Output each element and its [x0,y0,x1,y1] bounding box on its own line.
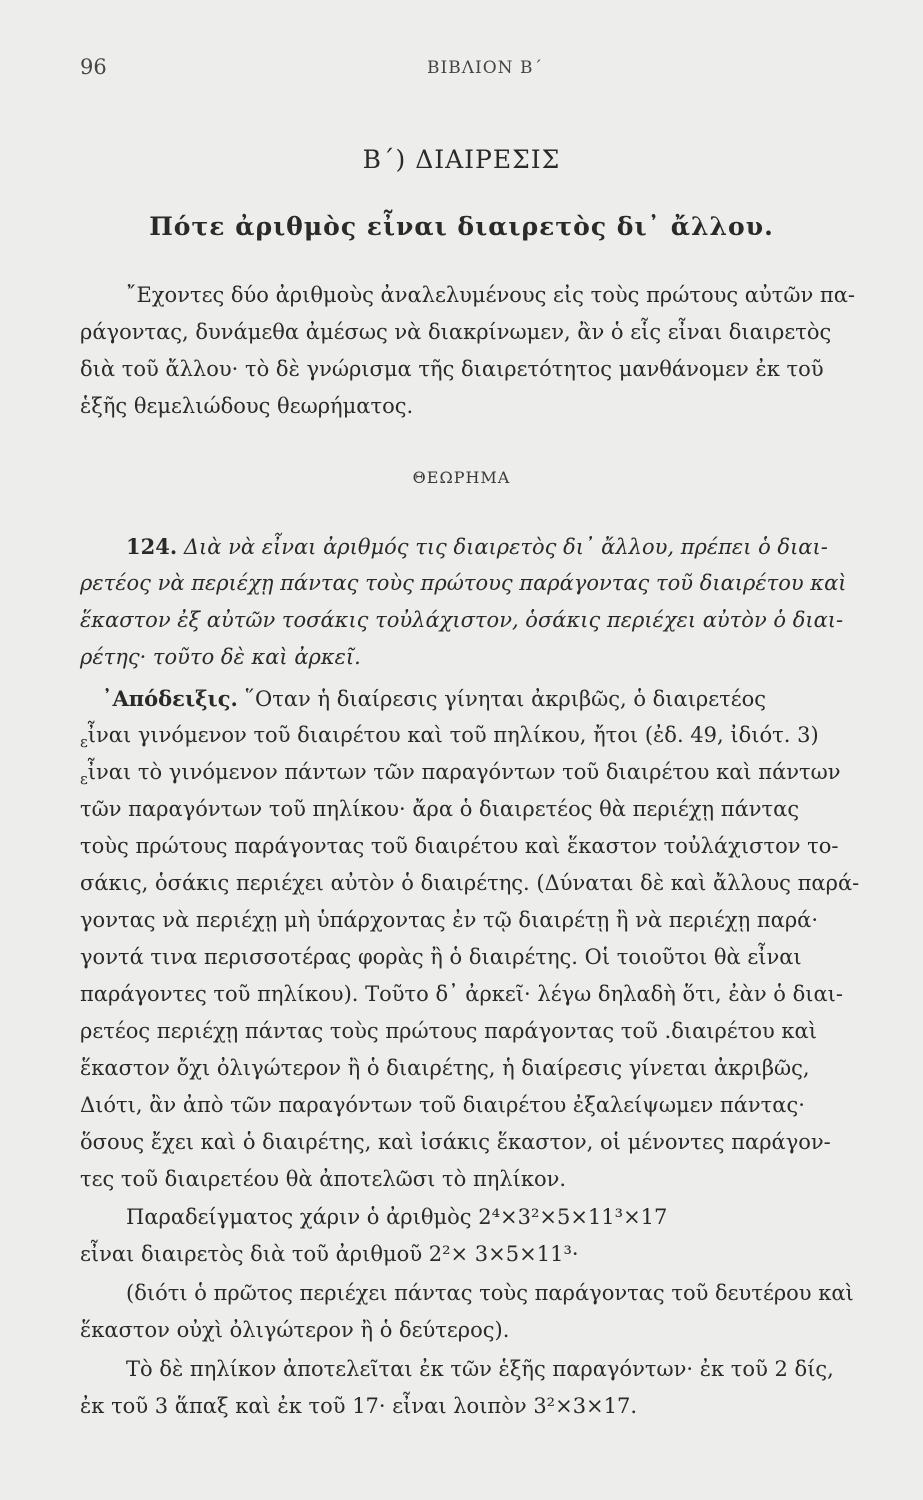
text-line: ἐκ τοῦ 3 ἅπαξ καὶ ἐκ τοῦ 17· εἶναι λοιπὸν 3²×3×17. [80,1394,638,1418]
text-line: παράγοντες τοῦ πηλίκου). Τοῦτο δ᾿ ἀρκεῖ· λέγω δηλαδὴ ὅτι, ἐὰν ὁ διαι- [80,982,843,1006]
text-line: (διότι ὁ πρῶτος περιέχει πάντας τοὺς παράγοντας τοῦ δευτέρου καὶ [126,1281,854,1305]
section-subtitle: Πότε ἀριθμὸς εἶναι διαιρετὸς δι᾿ ἄλλου. [149,212,774,241]
text-line: γοντά τινα περισσοτέρας φορὰς ἢ ὁ διαιρέτης. Οἱ τοιοῦτοι θὰ εἶναι [80,945,802,969]
text-line: Παραδείγματος χάριν ὁ ἀριθμὸς 2⁴×3²×5×11³×17 [126,1205,668,1229]
theorem-text: Διὰ νὰ εἶναι ἀριθμός τις διαιρετὸς δι᾿ ἄλλου, πρέπει ὁ διαι- [177,535,828,559]
page-number: 96 [80,55,107,79]
text-line: ῎Εχοντες δύο ἀριθμοὺς ἀναλελυμένους εἰς τοὺς πρώτους αὐτῶν πα- [126,283,856,307]
text-line: ρετέος νὰ περιέχῃ πάντας τοὺς πρώτους παράγοντας τοῦ διαιρέτου καὶ [80,571,847,595]
text-line: ρέτης· τοῦτο δὲ καὶ ἀρκεῖ. [80,645,361,669]
running-head: ΒΙΒΛΙΟΝ Β΄ [427,58,543,78]
text-line: $_\varepsilon$ἶναι γινόμενον τοῦ διαιρέτου καὶ τοῦ πηλίκου, ἤτοι (ἐδ. 49, ἰδιότ. 3) [80,723,819,751]
text-line: ράγοντας, δυνάμεθα ἀμέσως νὰ διακρίνωμεν, ἂν ὁ εἷς εἶναι διαιρετὸς [80,320,832,344]
theorem-heading: ΘΕΩΡΗΜΑ [412,468,511,487]
text-line: τῶν παραγόντων τοῦ πηλίκου· ἄρα ὁ διαιρετέος θὰ περιέχῃ πάντας [80,797,800,821]
text-line: τοὺς πρώτους παράγοντας τοῦ διαιρέτου καὶ ἕκαστον τοὐλάχιστον το- [80,834,839,858]
text-line: ὅσους ἔχει καὶ ὁ διαιρέτης, καὶ ἰσάκις ἕκαστον, οἱ μένοντες παράγον- [80,1130,831,1154]
page-header [80,55,890,95]
text-line: τες τοῦ διαιρετέου θὰ ἀποτελῶσι τὸ πηλίκον. [80,1167,567,1191]
proof-text: ῞Οταν ἡ διαίρεσις γίνηται ἀκριβῶς, ὁ διαιρετέος [237,687,767,711]
text-line: ἕκαστον οὐχὶ ὀλιγώτερον ἢ ὁ δεύτερος). [80,1318,510,1342]
text-line [126,534,828,559]
proof-label: ᾿Απόδειξις. [102,686,238,711]
text-line: $_\varepsilon$ἶναι τὸ γινόμενον πάντων τῶν παραγόντων τοῦ διαιρέτου καὶ πάντων [80,760,841,788]
text-line: ρετέος περιέχῃ πάντας τοὺς πρώτους παράγοντας τοῦ .διαιρέτου καὶ [80,1019,817,1043]
text-line: Διότι, ἂν ἀπὸ τῶν παραγόντων τοῦ διαιρέτου ἐξαλείψωμεν πάντας· [80,1093,805,1117]
text-line: Τὸ δὲ πηλίκον ἀποτελεῖται ἐκ τῶν ἑξῆς παραγόντων· ἐκ τοῦ 2 δίς, [126,1357,834,1381]
text-line: σάκις, ὁσάκις περιέχει αὐτὸν ὁ διαιρέτης. (Δύναται δὲ καὶ ἄλλους παρά- [80,871,860,895]
text-line: διὰ τοῦ ἄλλου· τὸ δὲ γνώρισμα τῆς διαιρετότητος μανθάνομεν ἐκ τοῦ [80,357,824,381]
text-line: ἕκαστον ἐξ αὐτῶν τοσάκις τοὐλάχιστον, ὁσάκις περιέχει αὐτὸν ὁ διαι- [80,608,844,632]
text-line [102,686,766,711]
text-line: εἶναι διαιρετὸς διὰ τοῦ ἀριθμοῦ 2²× 3×5×11³· [80,1242,579,1266]
text-line: ἕκαστον ὄχι ὀλιγώτερον ἢ ὁ διαιρέτης, ἡ διαίρεσις γίνεται ἀκριβῶς, [80,1056,810,1080]
section-title: Β΄) ΔΙΑΙΡΕΣΙΣ [362,145,561,174]
theorem-number: 124. [126,534,178,559]
text-line: γοντας νὰ περιέχῃ μὴ ὑπάρχοντας ἐν τῷ διαιρέτῃ ἢ νὰ περιέχῃ παρά· [80,908,819,932]
text-line: ἑξῆς θεμελιώδους θεωρήματος. [80,394,414,418]
